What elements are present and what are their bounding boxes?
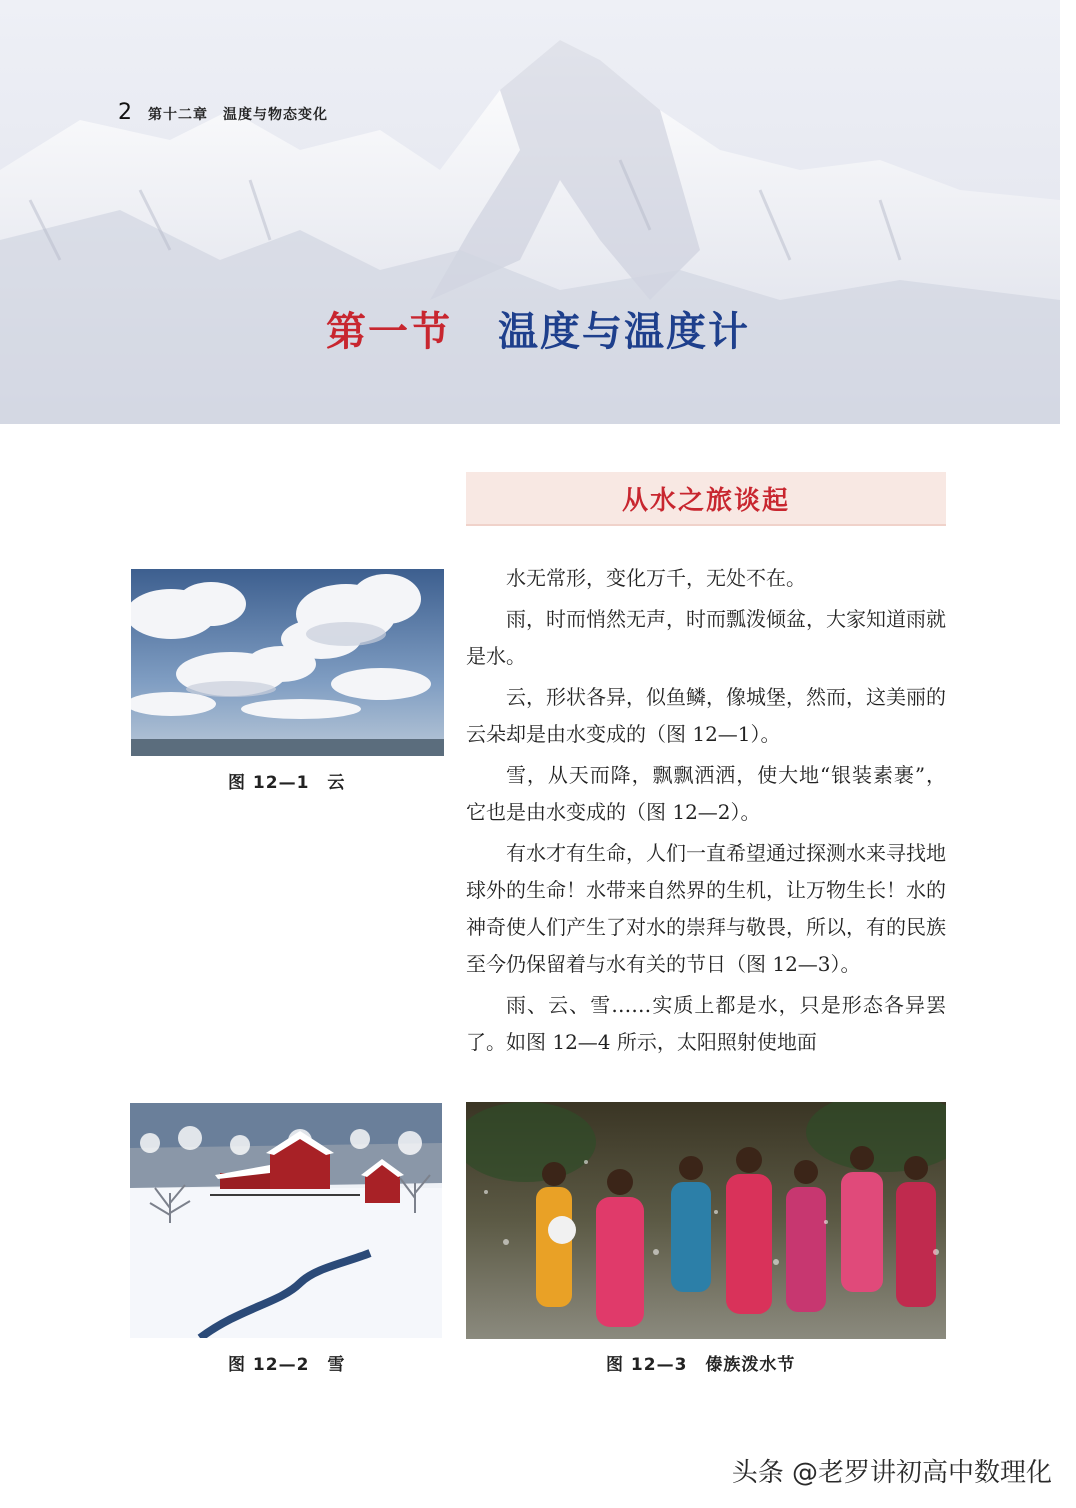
- paragraph: 水无常形，变化万千，无处不在。: [506, 566, 806, 590]
- subheading: 从水之旅谈起: [466, 472, 946, 526]
- section-title: 温度与温度计: [498, 309, 750, 355]
- header-banner: [0, 0, 1060, 424]
- figure-snow-image: [130, 1103, 442, 1338]
- section-number: 第一节: [326, 308, 452, 355]
- paragraph: 有水才有生命，人们一直希望通过探测水来寻找地球外的生命！水带来自然界的生机，让万物生长！水的神奇使人们产生了对水的崇拜与敬畏，所以，有的民族至今仍保留着与水有关的节日（图 12—3）。: [466, 841, 946, 976]
- paragraph: 云，形状各异，似鱼鳞，像城堡，然而，这美丽的云朵却是由水变成的（图 12—1）。: [466, 685, 946, 746]
- chapter-title: 第十二章 温度与物态变化: [148, 107, 328, 123]
- paragraph: 雨、云、雪……实质上都是水，只是形态各异罢了。如图 12—4 所示，太阳照射使地面: [466, 993, 946, 1054]
- running-head: [118, 100, 328, 130]
- paragraph: 雨，时而悄然无声，时而瓢泼倾盆，大家知道雨就是水。: [466, 607, 946, 668]
- figure-water-festival-image: [466, 1102, 946, 1339]
- paragraph: 雪，从天而降，飘飘洒洒，使大地“银装素裹”，它也是由水变成的（图 12—2）。: [466, 763, 946, 824]
- figure-caption: 图 12—3 傣族泼水节: [606, 1355, 796, 1375]
- body-text: [466, 560, 946, 1065]
- section-heading: [0, 300, 1060, 357]
- snow-mountain-image: [0, 0, 1060, 424]
- figure-caption: 图 12—1 云: [228, 773, 346, 793]
- page-number: 2: [118, 100, 132, 125]
- watermark: 头条 @老罗讲初高中数理化: [731, 1458, 1052, 1488]
- figure-caption: 图 12—2 雪: [228, 1355, 346, 1375]
- figure-clouds-image: [131, 569, 444, 756]
